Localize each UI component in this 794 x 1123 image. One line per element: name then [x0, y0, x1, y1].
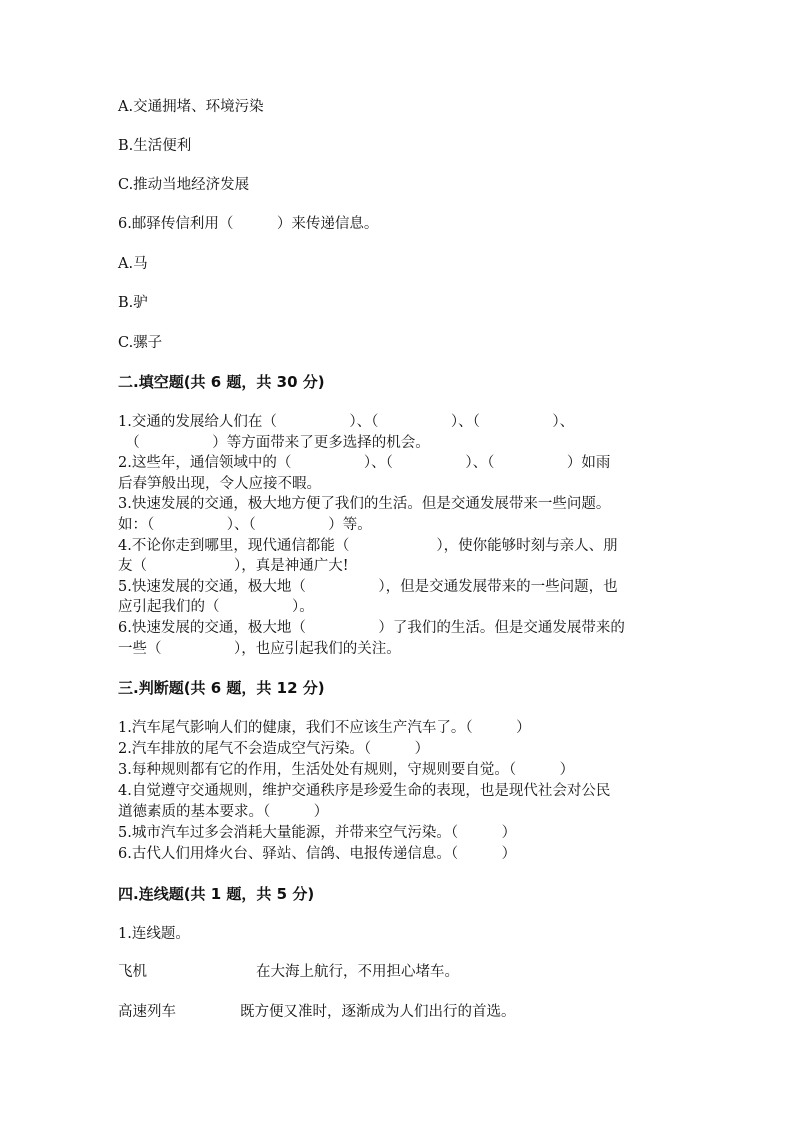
q6-option-b: B.驴: [118, 295, 148, 311]
s2-line-12: 一些（ ），也应引起我们的关注。: [118, 640, 401, 657]
s2-line-10: 应引起我们的（ ）。: [118, 599, 314, 616]
s4-question: 1.连线题。: [118, 926, 190, 942]
q5-option-c: C.推动当地经济发展: [118, 177, 250, 193]
section3-heading: 三.判断题(共 6 题，共 12 分): [118, 679, 325, 697]
s3-line-1: 1.汽车尾气影响人们的健康，我们不应该生产汽车了。（ ）: [118, 720, 531, 736]
q6-option-a: A.马: [118, 256, 148, 272]
s2-line-1: 1.交通的发展给人们在（ ）、（ ）、（ ）、: [118, 414, 575, 430]
s2-line-2: （ ）等方面带来了更多选择的机会。: [118, 434, 430, 451]
s3-line-7: 6.古代人们用烽火台、驿站、信鸽、电报传递信息。（ ）: [118, 846, 517, 862]
s3-line-3: 3.每种规则都有它的作用，生活处处有规则，守规则要自觉。（ ）: [118, 762, 575, 778]
s3-line-6: 5.城市汽车过多会消耗大量能源，并带来空气污染。（ ）: [118, 825, 517, 841]
q5-option-a: A.交通拥堵、环境污染: [118, 99, 264, 115]
q6-option-c: C.骡子: [118, 335, 163, 351]
s2-line-3: 2.这些年，通信领域中的（ ）、（ ）、（ ）如雨: [118, 455, 611, 472]
s3-line-5: 道德素质的基本要求。（ ）: [118, 804, 329, 820]
s2-line-7: 4.不论你走到哪里，现代通信都能（ ），使你能够时刻与亲人、朋: [118, 537, 618, 554]
s2-line-6: 如：（ ）、（ ）等。: [118, 517, 372, 533]
q6-stem: 6.邮驿传信利用（ ）来传递信息。: [118, 216, 379, 232]
s2-line-11: 6.快速发展的交通，极大地（ ）了我们的生活。但是交通发展带来的: [118, 620, 625, 636]
s3-line-4: 4.自觉遵守交通规则，维护交通秩序是珍爱生命的表现，也是现代社会对公民: [118, 783, 611, 799]
match-right-item-2: 既方便又准时，逐渐成为人们出行的首选。: [240, 1004, 516, 1020]
s3-line-2: 2.汽车排放的尾气不会造成空气污染。（ ）: [118, 741, 430, 757]
s2-line-8: 友（ ），真是神通广大!: [118, 558, 349, 575]
s2-line-4: 后春笋般出现，令人应接不暇。: [118, 475, 321, 492]
match-left-item-2: 高速列车: [118, 1004, 176, 1020]
s2-line-5: 3.快速发展的交通，极大地方便了我们的生活。但是交通发展带来一些问题。: [118, 496, 611, 513]
match-right-item-1: 在大海上航行，不用担心堵车。: [256, 964, 459, 980]
section4-heading: 四.连线题(共 1 题，共 5 分): [118, 885, 315, 903]
section2-heading: 二.填空题(共 6 题，共 30 分): [118, 373, 325, 391]
match-left-item-1: 飞机: [118, 964, 147, 980]
s2-line-9: 5.快速发展的交通，极大地（ ），但是交通发展带来的一些问题，也: [118, 578, 618, 595]
q5-option-b: B.生活便利: [118, 138, 192, 154]
